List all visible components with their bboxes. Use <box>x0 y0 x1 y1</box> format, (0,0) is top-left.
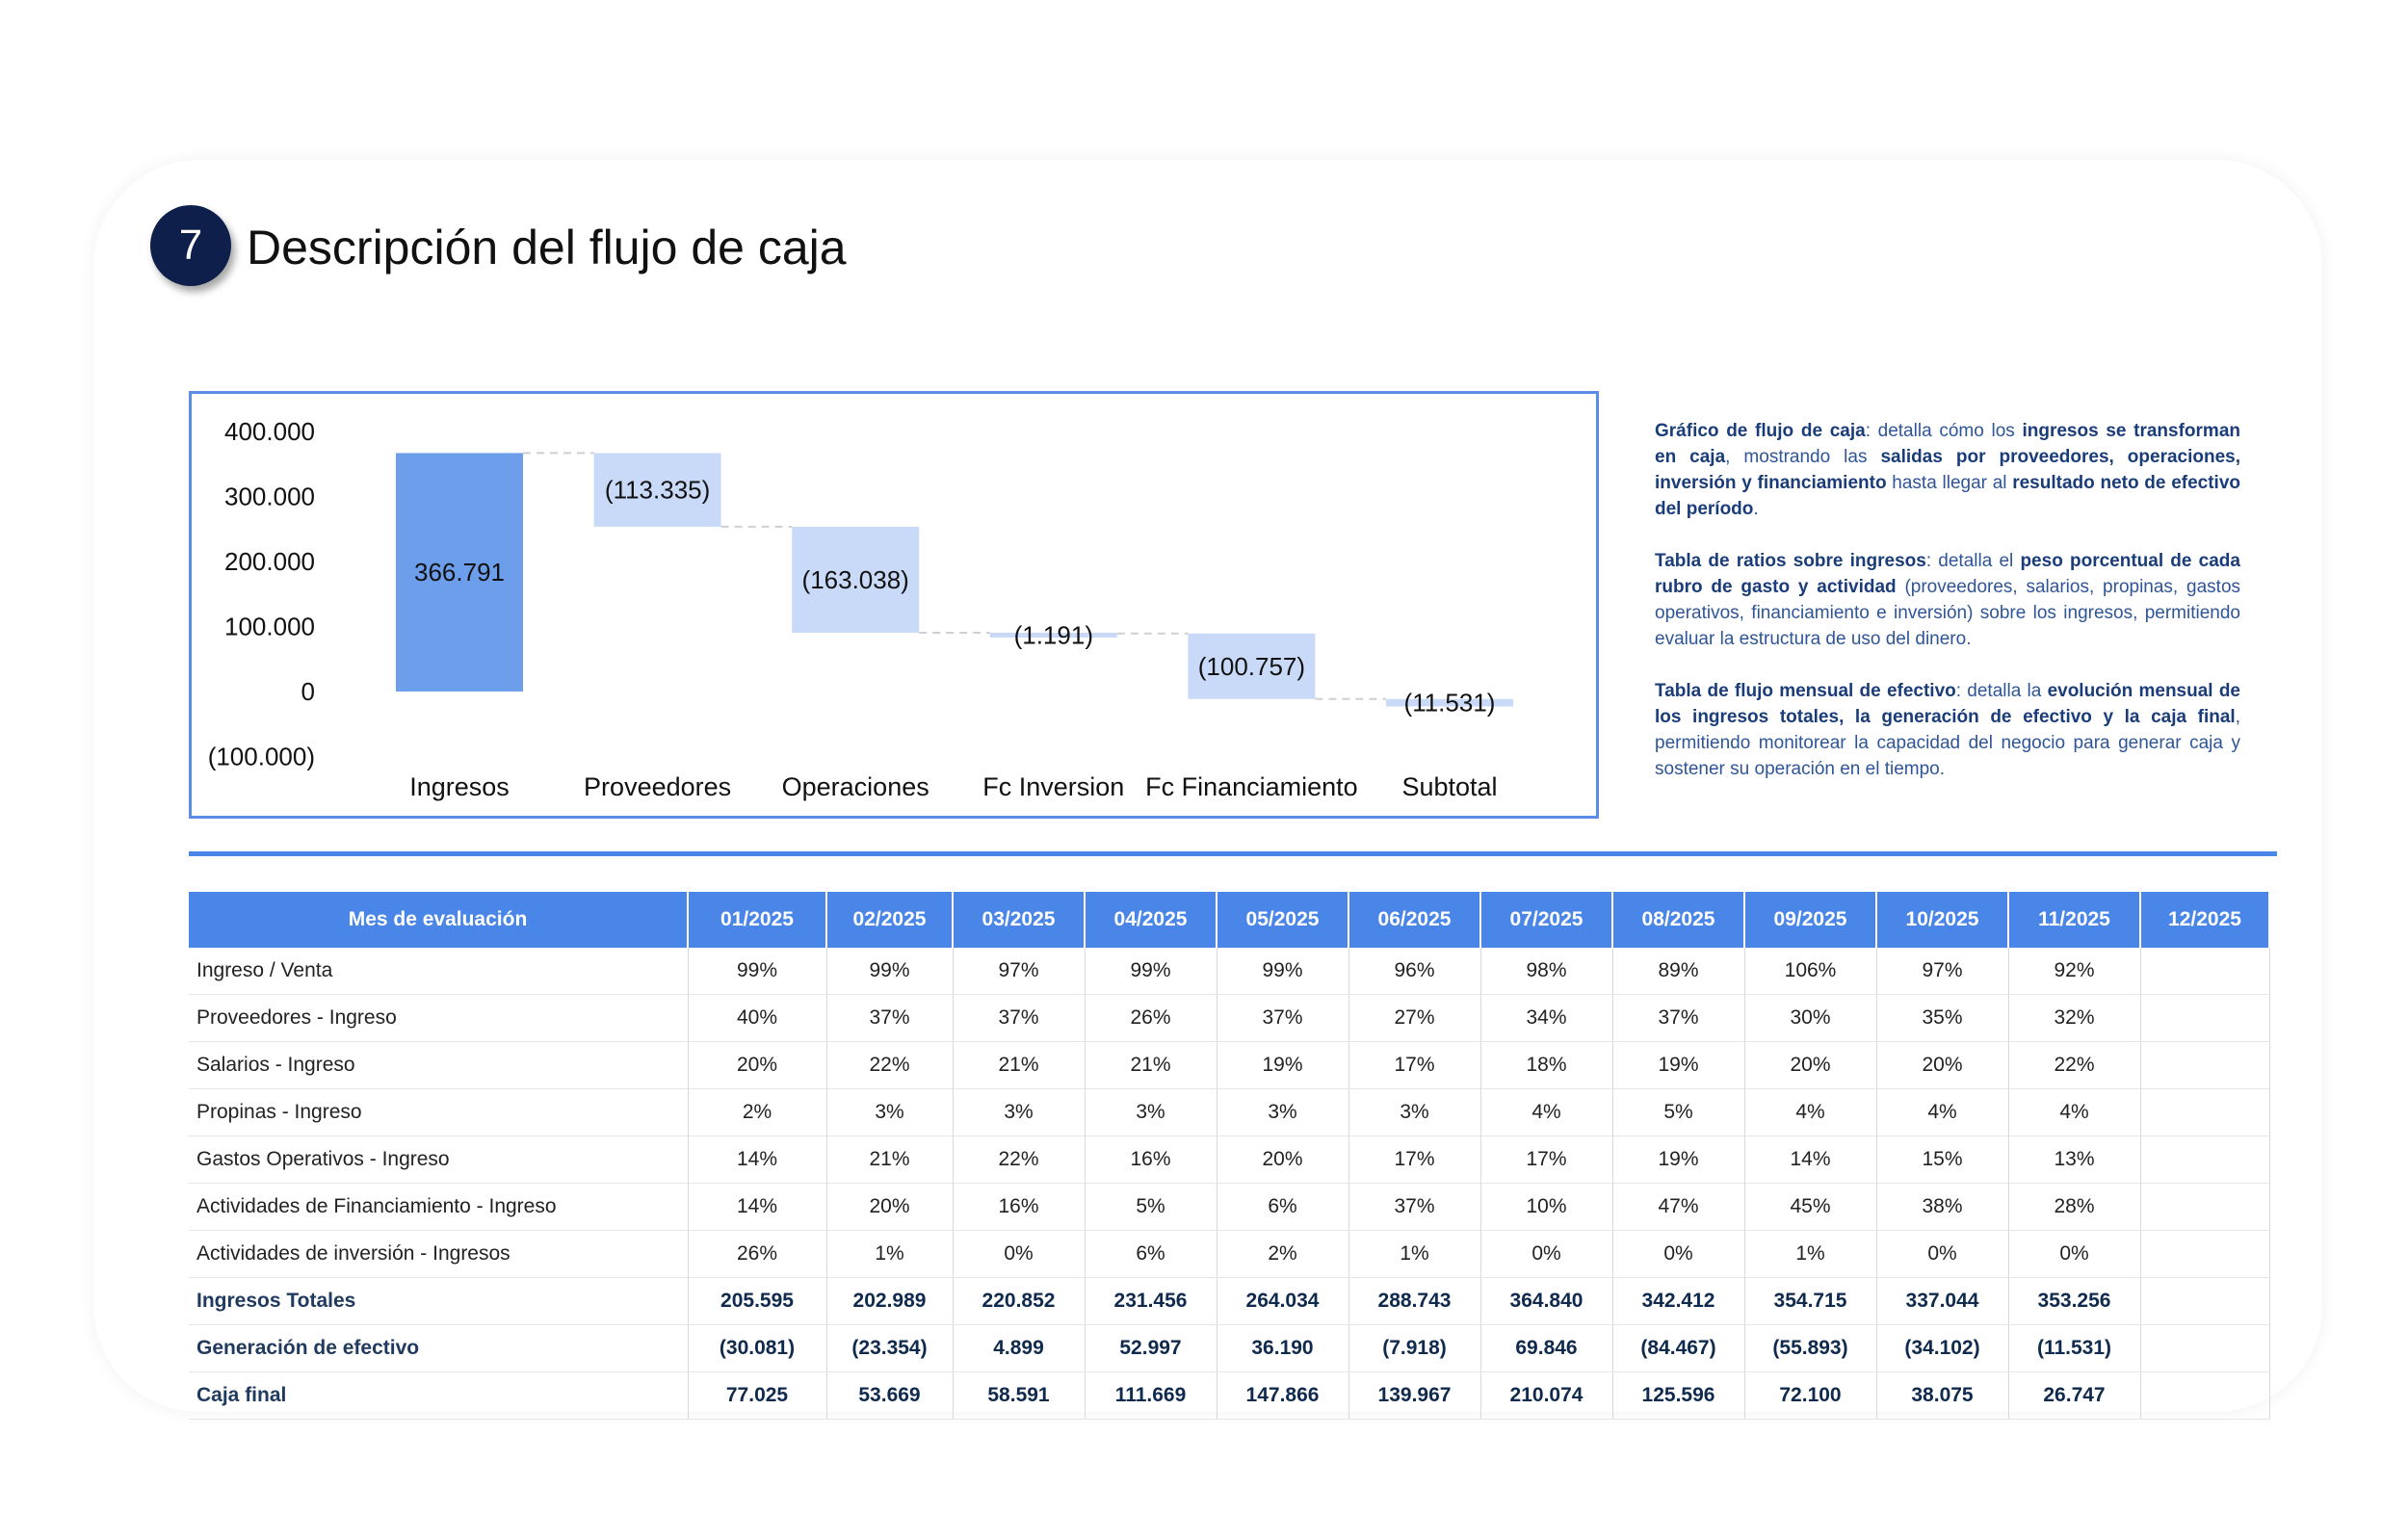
table-cell: 58.591 <box>953 1372 1085 1420</box>
bar-data-label: (113.335) <box>604 475 711 505</box>
table-cell: 210.074 <box>1480 1372 1612 1420</box>
table-cell: 40% <box>688 995 826 1042</box>
description-text-segment: : detalla la <box>1955 681 2048 701</box>
y-tick-label: 200.000 <box>224 547 315 576</box>
table-cell: 4.899 <box>953 1325 1085 1372</box>
row-label: Salarios - Ingreso <box>189 1042 688 1089</box>
table-cell: 125.596 <box>1612 1372 1744 1420</box>
row-label: Caja final <box>189 1372 688 1420</box>
y-tick-label: 0 <box>301 677 315 706</box>
table-row <box>189 1372 2269 1420</box>
table-cell: 111.669 <box>1085 1372 1217 1420</box>
table-cell: 77.025 <box>688 1372 826 1420</box>
cash-flow-waterfall-chart <box>189 391 1599 819</box>
table-cell: 97% <box>1876 948 2008 995</box>
row-label: Ingresos Totales <box>189 1278 688 1325</box>
table-cell: 2% <box>688 1089 826 1136</box>
description-text-segment: Tabla de ratios sobre ingresos <box>1655 551 1926 571</box>
row-label: Propinas - Ingreso <box>189 1089 688 1136</box>
table-cell: 20% <box>826 1184 953 1231</box>
table-cell: 53.669 <box>826 1372 953 1420</box>
description-text-segment: , mostrando las <box>1725 447 1881 467</box>
y-tick-label: 100.000 <box>224 612 315 641</box>
table-cell: 28% <box>2008 1184 2140 1231</box>
month-header-cell: 02/2025 <box>826 892 953 948</box>
description-text-segment: ingresos se transforman en caja <box>1655 421 2241 467</box>
row-label: Ingreso / Venta <box>189 948 688 995</box>
table-cell: 0% <box>1612 1231 1744 1278</box>
description-ratios-paragraph <box>1655 548 2240 652</box>
table-row <box>189 1089 2269 1136</box>
table-cell: 69.846 <box>1480 1325 1612 1372</box>
table-cell: 4% <box>1744 1089 1876 1136</box>
table-row <box>189 1325 2269 1372</box>
description-text-segment: : detalla el <box>1925 551 2021 571</box>
y-tick-label: 300.000 <box>224 482 315 511</box>
table-cell: 26.747 <box>2008 1372 2140 1420</box>
row-label: Actividades de Financiamiento - Ingreso <box>189 1184 688 1231</box>
description-text-segment: : detalla cómo los <box>1865 421 2023 441</box>
description-text-segment: evolución mensual de los ingresos totales, la generación de efectivo y la caja final <box>1655 681 2240 727</box>
table-cell: 20% <box>1217 1136 1348 1184</box>
chart-description <box>1655 418 2240 808</box>
table-cell: 26% <box>1085 995 1217 1042</box>
table-cell: 14% <box>688 1136 826 1184</box>
table-row <box>189 1184 2269 1231</box>
page-title: Descripción del flujo de caja <box>247 221 847 274</box>
table-cell <box>2140 1184 2269 1231</box>
table-cell: 139.967 <box>1348 1372 1480 1420</box>
header-cell-month-label: Mes de evaluación <box>189 892 688 948</box>
row-label: Gastos Operativos - Ingreso <box>189 1136 688 1184</box>
table-cell: 147.866 <box>1217 1372 1348 1420</box>
description-text-segment: Tabla de flujo mensual de efectivo <box>1655 681 1956 701</box>
table-cell: 5% <box>1085 1184 1217 1231</box>
category-label: Ingresos <box>409 772 510 801</box>
table-cell: 97% <box>953 948 1085 995</box>
table-cell <box>2140 948 2269 995</box>
row-label: Proveedores - Ingreso <box>189 995 688 1042</box>
table-cell: 27% <box>1348 995 1480 1042</box>
table-cell: 38.075 <box>1876 1372 2008 1420</box>
table-cell: 99% <box>1217 948 1348 995</box>
table-cell: 3% <box>1217 1089 1348 1136</box>
table-cell: 16% <box>1085 1136 1217 1184</box>
description-text-segment: , permitiendo monitorear la capacidad del negocio para generar caja y sostener su operación en el tiempo. <box>1655 707 2240 779</box>
table-cell: 21% <box>953 1042 1085 1089</box>
month-header-cell: 09/2025 <box>1744 892 1876 948</box>
month-header-cell: 06/2025 <box>1348 892 1480 948</box>
bar-data-label: (11.531) <box>1403 688 1496 718</box>
description-text-segment: peso porcentual de cada rubro de gasto y actividad <box>1655 551 2240 597</box>
month-header-cell: 04/2025 <box>1085 892 1217 948</box>
bar-data-label: 366.791 <box>414 558 505 587</box>
section-divider <box>189 851 2277 856</box>
table-cell: 13% <box>2008 1136 2140 1184</box>
table-cell <box>2140 1136 2269 1184</box>
table-cell: 30% <box>1744 995 1876 1042</box>
table-cell: (34.102) <box>1876 1325 2008 1372</box>
table-cell: 38% <box>1876 1184 2008 1231</box>
description-chart-paragraph <box>1655 418 2240 522</box>
table-cell: 0% <box>2008 1231 2140 1278</box>
table-cell: 37% <box>953 995 1085 1042</box>
table-cell: 4% <box>1876 1089 2008 1136</box>
table-cell: 1% <box>1744 1231 1876 1278</box>
table-cell: 20% <box>1744 1042 1876 1089</box>
y-tick-label: (100.000) <box>207 742 315 771</box>
section-number-badge: 7 <box>150 205 231 286</box>
table-cell <box>2140 1325 2269 1372</box>
table-cell: (23.354) <box>826 1325 953 1372</box>
table-cell: 34% <box>1480 995 1612 1042</box>
bar-data-label: (100.757) <box>1197 651 1306 681</box>
table-cell: 3% <box>1085 1089 1217 1136</box>
table-cell: 0% <box>1876 1231 2008 1278</box>
table-cell: 337.044 <box>1876 1278 2008 1325</box>
month-header-cell: 08/2025 <box>1612 892 1744 948</box>
table-cell: 20% <box>688 1042 826 1089</box>
table-cell: 4% <box>2008 1089 2140 1136</box>
waterfall-svg <box>192 394 1596 816</box>
table-cell: 14% <box>1744 1136 1876 1184</box>
table-cell: 45% <box>1744 1184 1876 1231</box>
table-row <box>189 1136 2269 1184</box>
table-cell: 0% <box>1480 1231 1612 1278</box>
table-cell: 3% <box>826 1089 953 1136</box>
table-cell: 19% <box>1612 1136 1744 1184</box>
table-cell: 17% <box>1348 1042 1480 1089</box>
description-monthly-paragraph <box>1655 678 2240 782</box>
table-cell: 99% <box>1085 948 1217 995</box>
description-text-segment: . <box>1753 499 1759 519</box>
table-cell: 16% <box>953 1184 1085 1231</box>
table-row <box>189 1278 2269 1325</box>
table-cell: 6% <box>1085 1231 1217 1278</box>
table-cell: 364.840 <box>1480 1278 1612 1325</box>
table-cell: 1% <box>826 1231 953 1278</box>
description-text-segment: hasta llegar al <box>1886 473 2013 493</box>
month-header-cell: 11/2025 <box>2008 892 2140 948</box>
month-header-cell: 01/2025 <box>688 892 826 948</box>
table-header-row <box>189 892 2269 948</box>
description-text-segment: salidas por proveedores, operaciones, inversión y financiamiento <box>1655 447 2241 493</box>
table-row <box>189 995 2269 1042</box>
category-label: Proveedores <box>584 772 732 801</box>
table-cell: 354.715 <box>1744 1278 1876 1325</box>
table-cell: 19% <box>1217 1042 1348 1089</box>
table-cell: (55.893) <box>1744 1325 1876 1372</box>
table-cell: 52.997 <box>1085 1325 1217 1372</box>
table-row <box>189 948 2269 995</box>
month-header-cell: 07/2025 <box>1480 892 1612 948</box>
table-cell: 15% <box>1876 1136 2008 1184</box>
table-cell: 35% <box>1876 995 2008 1042</box>
table-cell: 92% <box>2008 948 2140 995</box>
table-cell: (30.081) <box>688 1325 826 1372</box>
table-cell: (11.531) <box>2008 1325 2140 1372</box>
table-cell: 32% <box>2008 995 2140 1042</box>
table-cell: 21% <box>826 1136 953 1184</box>
table-cell: 3% <box>953 1089 1085 1136</box>
table-cell: 98% <box>1480 948 1612 995</box>
table-cell: 47% <box>1612 1184 1744 1231</box>
table-cell: 21% <box>1085 1042 1217 1089</box>
row-label: Actividades de inversión - Ingresos <box>189 1231 688 1278</box>
table-cell: 22% <box>826 1042 953 1089</box>
table-cell <box>2140 1231 2269 1278</box>
description-text-segment: resultado neto de efectivo del período <box>1655 473 2240 519</box>
category-label: Operaciones <box>781 772 929 801</box>
row-label: Generación de efectivo <box>189 1325 688 1372</box>
table-cell: 353.256 <box>2008 1278 2140 1325</box>
category-label: Fc Financiamiento <box>1145 772 1358 801</box>
month-header-cell: 10/2025 <box>1876 892 2008 948</box>
table-cell: 231.456 <box>1085 1278 1217 1325</box>
table-cell: 22% <box>2008 1042 2140 1089</box>
table-row <box>189 1231 2269 1278</box>
month-header-cell: 12/2025 <box>2140 892 2269 948</box>
table-cell: 89% <box>1612 948 1744 995</box>
table-cell: 14% <box>688 1184 826 1231</box>
table-cell: 288.743 <box>1348 1278 1480 1325</box>
month-header-cell: 05/2025 <box>1217 892 1348 948</box>
table-cell: 96% <box>1348 948 1480 995</box>
table-cell: 5% <box>1612 1089 1744 1136</box>
table-cell: (7.918) <box>1348 1325 1480 1372</box>
table-cell: 37% <box>1612 995 1744 1042</box>
description-text-segment: Gráfico de flujo de caja <box>1655 421 1866 441</box>
table-cell: 6% <box>1217 1184 1348 1231</box>
table-cell <box>2140 1089 2269 1136</box>
bar-data-label: (1.191) <box>1013 620 1093 650</box>
table-cell: 99% <box>826 948 953 995</box>
table-cell: 106% <box>1744 948 1876 995</box>
table-cell: 20% <box>1876 1042 2008 1089</box>
table-cell: 37% <box>1217 995 1348 1042</box>
table-cell: 99% <box>688 948 826 995</box>
bar-data-label: (163.038) <box>801 564 909 594</box>
table-cell: 3% <box>1348 1089 1480 1136</box>
table-cell: 26% <box>688 1231 826 1278</box>
table-cell: 10% <box>1480 1184 1612 1231</box>
table-cell: 4% <box>1480 1089 1612 1136</box>
table-cell: 37% <box>826 995 953 1042</box>
table-cell: 17% <box>1348 1136 1480 1184</box>
table-cell <box>2140 1042 2269 1089</box>
table-row <box>189 1042 2269 1089</box>
table-cell: 36.190 <box>1217 1325 1348 1372</box>
category-label: Fc Inversion <box>982 772 1125 801</box>
ratios-table <box>189 892 2270 1420</box>
table-cell: 0% <box>953 1231 1085 1278</box>
table-cell: 17% <box>1480 1136 1612 1184</box>
table-cell <box>2140 995 2269 1042</box>
table-cell: 1% <box>1348 1231 1480 1278</box>
table-cell: 37% <box>1348 1184 1480 1231</box>
table-cell: (84.467) <box>1612 1325 1744 1372</box>
table-cell: 220.852 <box>953 1278 1085 1325</box>
table-cell: 205.595 <box>688 1278 826 1325</box>
table-cell: 202.989 <box>826 1278 953 1325</box>
table-cell: 264.034 <box>1217 1278 1348 1325</box>
table-cell: 342.412 <box>1612 1278 1744 1325</box>
month-header-cell: 03/2025 <box>953 892 1085 948</box>
category-label: Subtotal <box>1401 772 1498 801</box>
table-cell <box>2140 1278 2269 1325</box>
table-cell: 22% <box>953 1136 1085 1184</box>
table-cell: 2% <box>1217 1231 1348 1278</box>
table-cell: 72.100 <box>1744 1372 1876 1420</box>
table-cell: 19% <box>1612 1042 1744 1089</box>
y-tick-label: 400.000 <box>224 417 315 446</box>
table-cell: 18% <box>1480 1042 1612 1089</box>
description-text-segment: (proveedores, salarios, propinas, gastos operativos, financiamiento e inversión) sobre los ingresos, permitiendo evaluar la estructura de uso del dinero. <box>1655 577 2241 649</box>
table-cell <box>2140 1372 2269 1420</box>
